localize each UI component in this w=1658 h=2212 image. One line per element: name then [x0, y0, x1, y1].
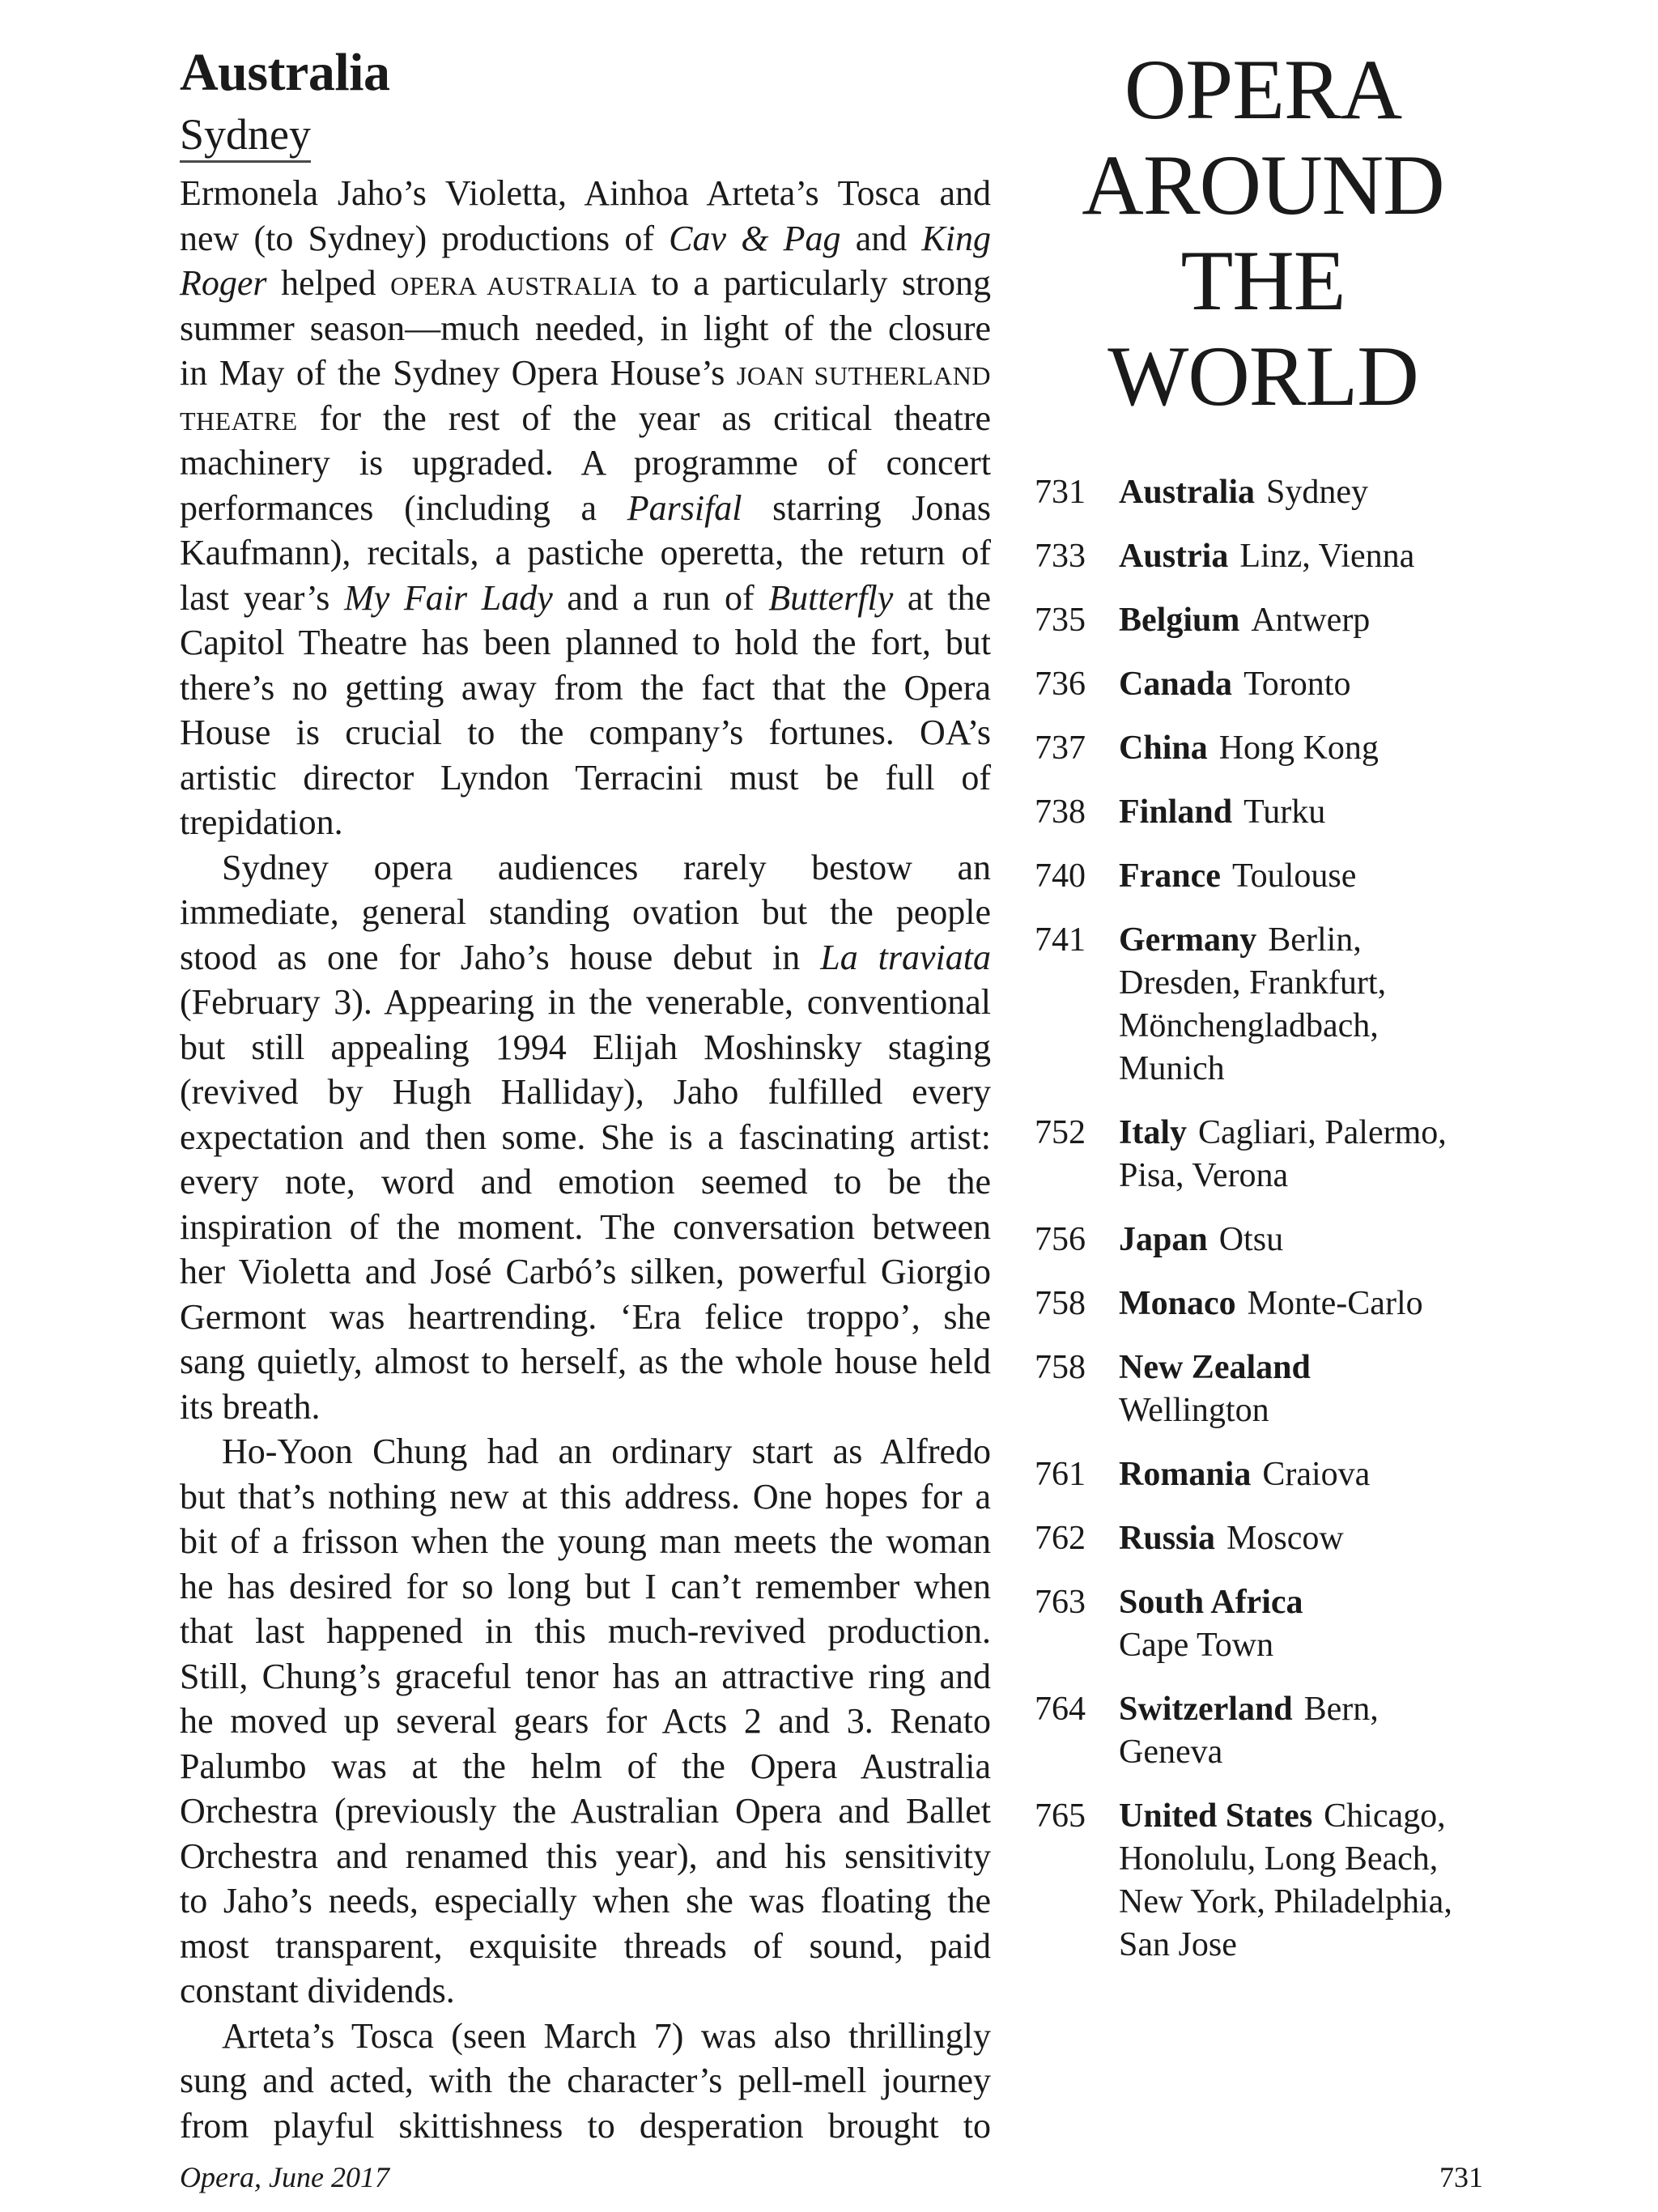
text-run: that last happened in this much-revived production.: [180, 1611, 991, 1651]
contents-location: [1119, 1517, 1520, 1560]
article-line: [180, 935, 991, 981]
contents-entry[interactable]: [1035, 535, 1520, 578]
contents-location: [1119, 1581, 1520, 1667]
text-run: last year’s: [180, 577, 345, 618]
article-line-text: [180, 1159, 991, 1205]
article-line-text: [180, 755, 991, 801]
article-line: [180, 1385, 991, 1430]
contents-location: [1119, 1453, 1520, 1496]
italic-title: Butterfly: [768, 577, 894, 618]
text-run: bit of a frisson when the young man meets the woman: [180, 1521, 991, 1561]
text-run: (revived by Hugh Halliday), Jaho fulfilled every: [180, 1072, 991, 1112]
contents-location: [1119, 791, 1520, 834]
article-line: [180, 1878, 991, 1924]
contents-entry[interactable]: [1035, 727, 1520, 770]
contents-page-number: 738: [1035, 793, 1086, 831]
text-run: Sydney opera audiences rarely bestow an: [222, 847, 991, 887]
contents-city: Otsu: [1218, 1221, 1284, 1258]
text-run: new (to Sydney) productions of: [180, 218, 670, 258]
text-run: Arteta’s Tosca (seen March 7) was also thrillingly: [222, 2015, 991, 2056]
small-caps-name: THEATRE: [180, 406, 298, 436]
contents-city: Craiova: [1262, 1456, 1371, 1493]
contents-country: Japan: [1119, 1221, 1208, 1258]
article-line-text: [180, 1924, 991, 1969]
article-line: [180, 1924, 991, 1969]
article-line-text: [180, 980, 991, 1025]
article-line-text: [180, 800, 343, 845]
contents-entry[interactable]: [1035, 471, 1520, 514]
text-run: immediate, general standing ovation but the people: [180, 892, 991, 932]
article-line: [180, 1519, 991, 1564]
article-line: [180, 396, 991, 441]
contents-location: [1119, 599, 1520, 642]
section-title-line: WORLD: [1107, 329, 1418, 423]
publication-footer: Opera, June 2017: [180, 2161, 389, 2193]
contents-city: Toulouse: [1231, 857, 1357, 895]
article-line: [180, 666, 991, 711]
text-run: but that’s nothing new at this address. One hopes for a: [180, 1476, 991, 1516]
article-line-text: [180, 396, 991, 445]
text-run: Still, Chung’s graceful tenor has an attractive ring and: [180, 1656, 991, 1696]
contents-city: Cape Town: [1119, 1627, 1274, 1664]
contents-page-number: 736: [1035, 666, 1086, 703]
article-line-text: [180, 1519, 991, 1564]
article-line: [180, 890, 991, 935]
article-line: [180, 2058, 991, 2104]
text-run: (February 3). Appearing in the venerable, conventional: [180, 982, 991, 1022]
text-run: stood as one for Jaho’s house debut in: [180, 937, 821, 977]
italic-title: My Fair Lady: [344, 577, 553, 618]
text-run: helped: [266, 263, 391, 303]
article-line: [180, 1968, 991, 2014]
text-run: trepidation.: [180, 802, 343, 842]
contents-page-number: 741: [1035, 921, 1086, 959]
article-line-text: [180, 216, 991, 262]
article-line: [180, 1789, 991, 1834]
article-line: [180, 980, 991, 1025]
contents-country: Canada: [1119, 666, 1233, 703]
article-line-text: [180, 261, 991, 309]
contents-city: Dresden, Frankfurt,: [1119, 964, 1387, 1002]
article-line-text: [180, 2058, 991, 2104]
contents-city: Monte-Carlo: [1247, 1285, 1423, 1322]
contents-location: [1119, 535, 1520, 578]
text-run: and a run of: [552, 577, 769, 618]
contents-page-number: 765: [1035, 1797, 1086, 1835]
article-line: [180, 216, 991, 262]
article-line: [180, 171, 991, 216]
text-run: Palumbo was at the helm of the Opera Australia: [180, 1746, 991, 1786]
text-run: machinery is upgraded. A programme of concert: [180, 443, 991, 483]
article-column: [180, 42, 991, 2148]
article-line-text: [180, 1744, 991, 1789]
text-run: starring Jonas: [742, 487, 991, 528]
contents-country: Belgium: [1119, 602, 1240, 639]
text-run: he has desired for so long but I can’t remember when: [180, 1566, 991, 1606]
contents-page-number: 733: [1035, 538, 1086, 575]
contents-entry[interactable]: [1035, 791, 1520, 834]
article-line-text: [180, 1878, 991, 1924]
contents-location: [1119, 1795, 1520, 1967]
text-run: Kaufmann), recitals, a pastiche operetta, the return of: [180, 533, 991, 572]
contents-entry[interactable]: [1035, 663, 1520, 706]
contents-country: United States: [1119, 1797, 1313, 1835]
article-line-text: [180, 1564, 991, 1610]
article-line: [180, 1025, 991, 1070]
text-run: expectation and then some. She is a fascinating artist:: [180, 1117, 991, 1157]
contents-country: France: [1119, 857, 1221, 895]
article-line-text: [180, 890, 991, 935]
contents-entry[interactable]: [1035, 1112, 1520, 1197]
contents-city: Hong Kong: [1218, 730, 1379, 767]
section-title-line: AROUND: [1082, 138, 1444, 232]
page-number: 731: [1439, 2161, 1483, 2193]
contents-location: [1119, 1688, 1520, 1774]
contents-page-number: 761: [1035, 1456, 1086, 1493]
article-line-text: [180, 1968, 455, 2014]
article-line: [180, 1205, 991, 1250]
article-line: [180, 576, 991, 621]
article-line-text: [180, 1609, 991, 1654]
contents-location: [1119, 855, 1520, 898]
article-line-text: [222, 2014, 991, 2059]
contents-list: [1035, 471, 1520, 1988]
article-line-text: [180, 710, 991, 755]
article-line-text: [222, 845, 991, 891]
text-run: in May of the Sydney Opera House’s: [180, 353, 737, 393]
section-title: [1036, 42, 1490, 424]
article-line: [180, 1564, 991, 1610]
contents-city: Munich: [1119, 1050, 1225, 1087]
italic-title: Parsifal: [627, 487, 742, 528]
contents-city: New York, Philadelphia,: [1119, 1883, 1452, 1921]
article-line: [180, 710, 991, 755]
article-line: [180, 1115, 991, 1160]
contents-city: Pisa, Verona: [1119, 1157, 1289, 1194]
article-line: [180, 1159, 991, 1205]
article-line-text: [180, 1699, 991, 1744]
text-run: he moved up several gears for Acts 2 and 3. Renato: [180, 1701, 991, 1741]
contents-location: [1119, 919, 1520, 1091]
contents-city: Chicago,: [1324, 1797, 1446, 1835]
article-line-text: [180, 1249, 991, 1295]
article-line: [180, 1249, 991, 1295]
contents-entry[interactable]: [1035, 1219, 1520, 1261]
contents-city: Wellington: [1119, 1392, 1269, 1429]
article-line: [180, 2014, 991, 2059]
contents-city: Linz, Vienna: [1239, 538, 1415, 575]
article-line-text: [180, 530, 991, 576]
contents-page-number: 756: [1035, 1221, 1086, 1258]
contents-city: Turku: [1244, 793, 1326, 831]
article-line-text: [180, 2104, 991, 2149]
contents-city: Moscow: [1226, 1520, 1344, 1557]
contents-city: Sydney: [1266, 474, 1368, 511]
article-line-text: [180, 1295, 991, 1340]
article-body: [180, 171, 991, 2148]
article-line: [180, 1699, 991, 1744]
contents-page-number: 735: [1035, 602, 1086, 639]
contents-page-number: 731: [1035, 474, 1086, 511]
article-line-text: [180, 1025, 991, 1070]
text-run: Orchestra (previously the Australian Opera and Ballet: [180, 1791, 991, 1831]
contents-city: San Jose: [1119, 1926, 1237, 1963]
article-line-text: [180, 935, 991, 981]
contents-city: Toronto: [1244, 666, 1351, 703]
contents-entry[interactable]: [1035, 1283, 1520, 1325]
contents-city: Berlin,: [1268, 921, 1362, 959]
contents-page-number: 758: [1035, 1285, 1086, 1322]
text-run: Ho-Yoon Chung had an ordinary start as Alfredo: [222, 1431, 991, 1471]
article-line-text: [180, 666, 991, 711]
contents-country: Italy: [1119, 1114, 1187, 1151]
contents-location: [1119, 1112, 1520, 1197]
contents-country: Finland: [1119, 793, 1233, 831]
contents-location: [1119, 727, 1520, 770]
contents-country: New Zealand: [1119, 1349, 1311, 1386]
italic-title: Cav & Pag: [669, 218, 841, 258]
contents-country: Russia: [1119, 1520, 1216, 1557]
contents-page-number: 740: [1035, 857, 1086, 895]
small-caps-name: JOAN SUTHERLAND: [736, 361, 992, 390]
contents-page-number: 752: [1035, 1114, 1086, 1151]
article-line-text: [180, 1205, 991, 1250]
contents-country: Switzerland: [1119, 1691, 1293, 1728]
contents-country: Romania: [1119, 1456, 1252, 1493]
contents-city: Bern,: [1303, 1691, 1379, 1728]
article-line-text: [180, 620, 991, 666]
contents-entry[interactable]: [1035, 919, 1520, 1091]
section-title-line: OPERA: [1124, 42, 1402, 137]
article-line: [180, 1339, 991, 1385]
contents-country: Monaco: [1119, 1285, 1236, 1322]
contents-city: Antwerp: [1251, 602, 1371, 639]
text-run: her Violetta and José Carbó’s silken, powerful Giorgio: [180, 1252, 991, 1291]
text-run: from playful skittishness to desperation brought to: [180, 2105, 991, 2146]
text-run: at the: [893, 577, 992, 618]
contents-country: Austria: [1119, 538, 1229, 575]
text-run: but still appealing 1994 Elijah Moshinsky staging: [180, 1027, 991, 1067]
contents-page-number: 764: [1035, 1691, 1086, 1728]
country-heading: Australia: [180, 43, 390, 102]
article-line-text: [180, 576, 991, 621]
text-run: Capitol Theatre has been planned to hold the fort, but: [180, 623, 991, 662]
article-line: [180, 1474, 991, 1520]
contents-entry[interactable]: [1035, 1453, 1520, 1496]
contents-location: [1119, 1283, 1520, 1325]
text-run: performances (including a: [180, 487, 627, 528]
contents-country: China: [1119, 730, 1208, 767]
article-line-text: [180, 440, 991, 486]
contents-city: Cagliari, Palermo,: [1198, 1114, 1447, 1151]
article-line: [180, 1429, 991, 1474]
article-line: [180, 1070, 991, 1115]
text-run: Germont was heartrending. ‘Era felice troppo’, she: [180, 1296, 991, 1337]
text-run: to Jaho’s needs, especially when she was floating the: [180, 1881, 991, 1921]
article-line-text: [180, 1474, 991, 1520]
article-line-text: [180, 351, 991, 399]
city-heading: Sydney: [180, 110, 311, 163]
text-run: Orchestra and renamed this year), and his sensitivity: [180, 1836, 991, 1876]
contents-page-number: 737: [1035, 730, 1086, 767]
article-line: [180, 1834, 991, 1879]
article-line: [180, 261, 991, 306]
article-line: [180, 1609, 991, 1654]
text-run: sang quietly, almost to herself, as the whole house held: [180, 1342, 991, 1381]
text-run: sung and acted, with the character’s pell-mell journey: [180, 2061, 991, 2100]
article-line-text: [180, 1834, 991, 1879]
text-run: artistic director Lyndon Terracini must be full of: [180, 757, 991, 798]
contents-country: Germany: [1119, 921, 1257, 959]
contents-country: South Africa: [1119, 1584, 1303, 1621]
contents-entry[interactable]: [1035, 1517, 1520, 1560]
article-line: [180, 620, 991, 666]
article-line: [180, 800, 991, 845]
article-line-text: [180, 486, 991, 531]
text-run: for the rest of the year as critical theatre: [297, 398, 991, 438]
article-line-text: [180, 1070, 991, 1115]
text-run: constant dividends.: [180, 1971, 455, 2010]
contents-page-number: 763: [1035, 1584, 1086, 1621]
text-run: summer season—much needed, in light of the closure: [180, 308, 991, 348]
article-line-text: [180, 1115, 991, 1160]
article-line: [180, 845, 991, 891]
contents-city: Mönchengladbach,: [1119, 1007, 1379, 1044]
article-line: [180, 530, 991, 576]
contents-country: Australia: [1119, 474, 1255, 511]
article-line-text: [180, 171, 991, 216]
contents-entry[interactable]: [1035, 1795, 1520, 1967]
italic-title: Roger: [180, 263, 267, 303]
article-line: [180, 1295, 991, 1340]
contents-city: Geneva: [1119, 1733, 1223, 1771]
contents-page-number: 762: [1035, 1520, 1086, 1557]
text-run: inspiration of the moment. The conversation between: [180, 1206, 991, 1247]
article-line-text: [180, 1385, 321, 1430]
article-line: [180, 440, 991, 486]
contents-location: [1119, 663, 1520, 706]
article-line: [180, 2104, 991, 2149]
contents-location: [1119, 471, 1520, 514]
article-line: [180, 486, 991, 531]
contents-entry[interactable]: [1035, 1581, 1520, 1667]
contents-location: [1119, 1346, 1520, 1432]
contents-city: Honolulu, Long Beach,: [1119, 1840, 1439, 1878]
contents-entry[interactable]: [1035, 855, 1520, 898]
contents-page-number: 758: [1035, 1349, 1086, 1386]
article-line-text: [180, 1654, 991, 1699]
article-line-text: [180, 306, 991, 351]
contents-location: [1119, 1219, 1520, 1261]
article-line-text: [222, 1429, 991, 1474]
article-line: [180, 1744, 991, 1789]
text-run: every note, word and emotion seemed to be the: [180, 1162, 991, 1202]
small-caps-name: OPERA AUSTRALIA: [390, 271, 637, 300]
contents-entry[interactable]: [1035, 1688, 1520, 1774]
article-line: [180, 306, 991, 351]
article-line-text: [180, 1789, 991, 1834]
text-run: Ermonela Jaho’s Violetta, Ainhoa Arteta’s Tosca and: [180, 173, 991, 213]
text-run: there’s no getting away from the fact that the Opera: [180, 667, 991, 708]
text-run: House is crucial to the company’s fortunes. OA’s: [180, 713, 991, 752]
section-title-line: THE: [1180, 233, 1346, 328]
contents-entry[interactable]: [1035, 1346, 1520, 1432]
italic-title: King: [921, 218, 992, 258]
article-line: [180, 351, 991, 396]
text-run: and: [840, 218, 922, 258]
article-line: [180, 1654, 991, 1699]
italic-title: La traviata: [820, 937, 992, 977]
text-run: to a particularly strong: [636, 263, 991, 303]
contents-entry[interactable]: [1035, 599, 1520, 642]
text-run: its breath.: [180, 1386, 321, 1427]
article-line-text: [180, 1339, 991, 1385]
article-line: [180, 755, 991, 801]
text-run: most transparent, exquisite threads of sound, paid: [180, 1925, 991, 1966]
